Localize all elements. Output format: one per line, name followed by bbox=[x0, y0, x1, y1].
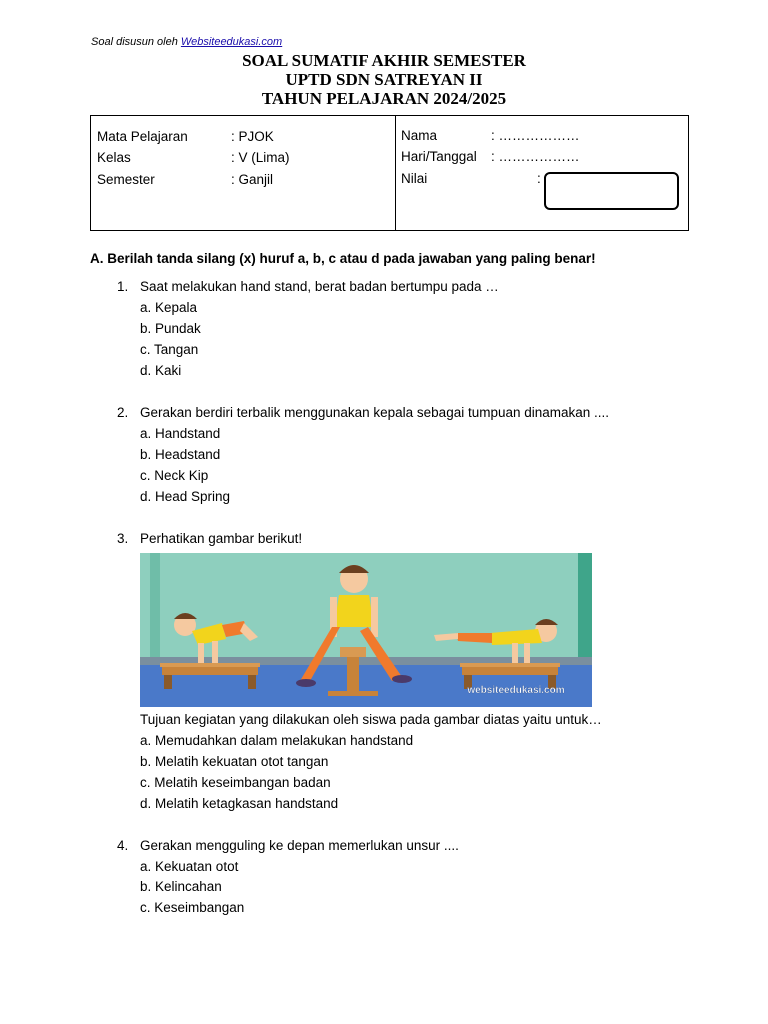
score-colon: : bbox=[537, 171, 541, 186]
q3-option-c[interactable]: c. Melatih keseimbangan badan bbox=[140, 775, 331, 790]
semester-value: : Ganjil bbox=[231, 172, 274, 187]
q3-followup-text: Tujuan kegiatan yang dilakukan oleh siswa pada gambar diatas yaitu untuk… bbox=[140, 712, 602, 727]
q2-option-c[interactable]: c. Neck Kip bbox=[140, 468, 209, 483]
score-box[interactable] bbox=[544, 172, 679, 210]
question-text: Saat melakukan hand stand, berat badan bertumpu pada … bbox=[140, 279, 499, 294]
subject-value: : PJOK bbox=[231, 129, 274, 144]
q3-option-b[interactable]: b. Melatih kekuatan otot tangan bbox=[140, 754, 329, 769]
q3-option-a[interactable]: a. Memudahkan dalam melakukan handstand bbox=[140, 733, 414, 748]
section-instruction: A. Berilah tanda silang (x) huruf a, b, c atau d pada jawaban yang paling benar! bbox=[90, 251, 596, 266]
title-line-2: UPTD SDN SATREYAN II bbox=[285, 70, 483, 89]
question-number: 4. bbox=[117, 838, 129, 853]
question-text: Perhatikan gambar berikut! bbox=[140, 531, 303, 546]
title-line-3: TAHUN PELAJARAN 2024/2025 bbox=[261, 89, 507, 108]
question-text: Gerakan berdiri terbalik menggunakan kepala sebagai tumpuan dinamakan .... bbox=[140, 405, 610, 420]
score-label: Nilai bbox=[401, 171, 428, 186]
credit-line bbox=[91, 36, 282, 48]
q2-option-a[interactable]: a. Handstand bbox=[140, 426, 221, 441]
title-line-1: SOAL SUMATIF AKHIR SEMESTER bbox=[242, 51, 526, 70]
question-text: Gerakan mengguling ke depan memerlukan unsur .... bbox=[140, 838, 459, 853]
info-divider bbox=[395, 116, 396, 230]
name-field[interactable]: : ……………… bbox=[491, 128, 580, 143]
subject-label: Mata Pelajaran bbox=[97, 129, 188, 144]
q2-option-b[interactable]: b. Headstand bbox=[140, 447, 221, 462]
question-number: 3. bbox=[117, 531, 129, 546]
q4-option-c[interactable]: c. Keseimbangan bbox=[140, 900, 245, 915]
q1-option-a[interactable]: a. Kepala bbox=[140, 300, 198, 315]
name-label: Nama bbox=[401, 128, 438, 143]
class-value: : V (Lima) bbox=[231, 150, 290, 165]
q1-option-c[interactable]: c. Tangan bbox=[140, 342, 199, 357]
q1-option-b[interactable]: b. Pundak bbox=[140, 321, 201, 336]
q4-option-a[interactable]: a. Kekuatan otot bbox=[140, 859, 239, 874]
date-field[interactable]: : ……………… bbox=[491, 149, 580, 164]
student-info-box bbox=[90, 115, 689, 231]
q3-option-d[interactable]: d. Melatih ketagkasan handstand bbox=[140, 796, 339, 811]
credit-link[interactable]: Websiteedukasi.com bbox=[180, 36, 283, 48]
q1-option-d[interactable]: d. Kaki bbox=[140, 363, 182, 378]
illustration-watermark: websiteedukasi.com bbox=[467, 685, 565, 696]
semester-label: Semester bbox=[97, 172, 155, 187]
question-number: 1. bbox=[117, 279, 129, 294]
credit-prefix: Soal disusun oleh bbox=[91, 36, 181, 48]
date-label: Hari/Tanggal bbox=[401, 149, 477, 164]
q4-option-b[interactable]: b. Kelincahan bbox=[140, 879, 222, 894]
gymnastics-illustration bbox=[140, 553, 592, 707]
question-number: 2. bbox=[117, 405, 129, 420]
q2-option-d[interactable]: d. Head Spring bbox=[140, 489, 231, 504]
class-label: Kelas bbox=[97, 150, 131, 165]
